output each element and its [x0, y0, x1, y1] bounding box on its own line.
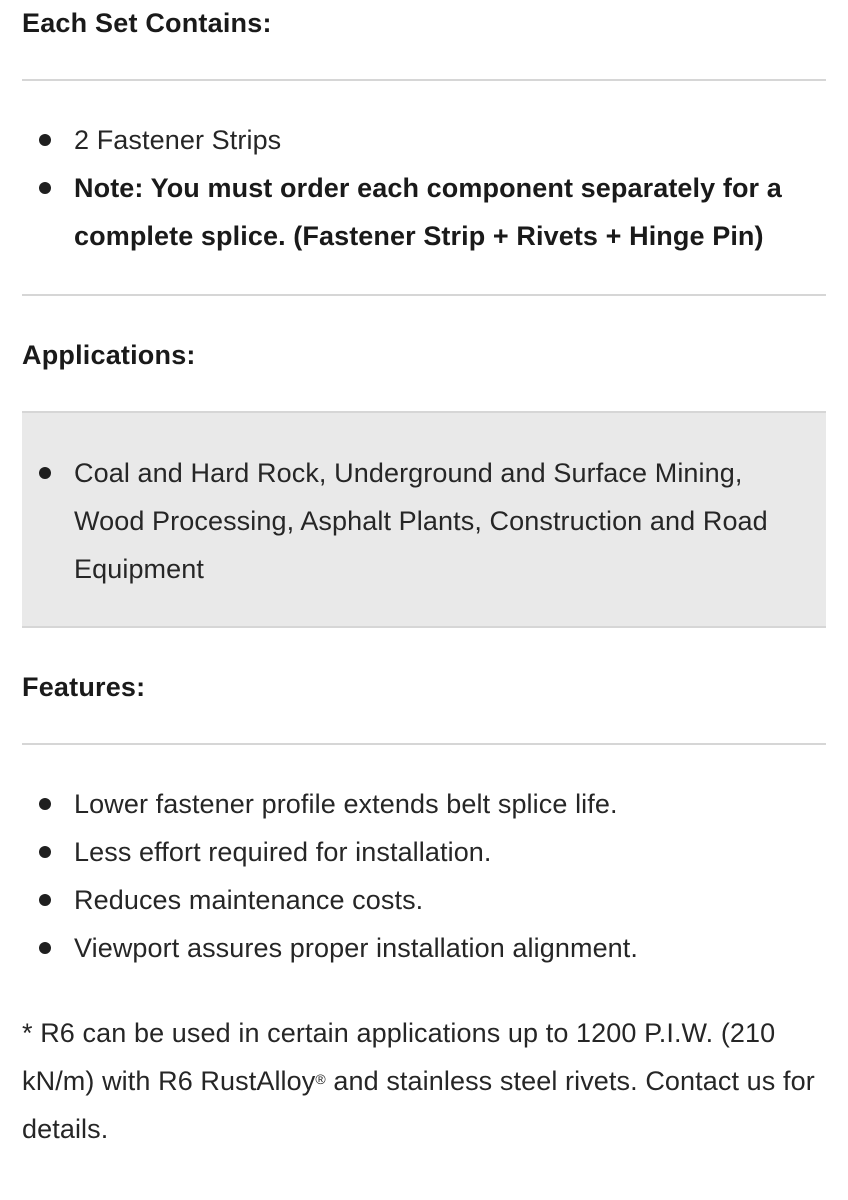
footnote-text-end: and stainless steel rivets. Contact us for details. [22, 1066, 815, 1144]
bullet-icon [39, 798, 51, 810]
list-item-text: Less effort required for installation. [74, 837, 492, 867]
list-item [22, 828, 822, 876]
bullet-icon [39, 134, 51, 146]
features-heading: Features: [22, 672, 146, 702]
footnote [22, 1009, 832, 1153]
list-item-text: Viewport assures proper installation alignment. [74, 933, 639, 963]
list-item-text: Note: You must order each component separately for a complete splice. (Fastener Strip + Rivets + Hinge Pin) [74, 173, 782, 251]
divider [22, 743, 826, 745]
list-item-text: 2 Fastener Strips [74, 125, 282, 155]
list-item [22, 924, 822, 972]
features-list [22, 780, 822, 972]
set-contents-list [22, 116, 822, 260]
list-item [22, 780, 822, 828]
divider [22, 294, 826, 296]
list-item [22, 116, 822, 164]
bullet-icon [39, 846, 51, 858]
list-item-text: Lower fastener profile extends belt splice life. [74, 789, 618, 819]
applications-heading: Applications: [22, 340, 196, 370]
bullet-icon [39, 942, 51, 954]
list-item [22, 876, 822, 924]
registered-mark: ® [315, 1071, 326, 1087]
bullet-icon [39, 182, 51, 194]
list-item-text: Coal and Hard Rock, Underground and Surface Mining, Wood Processing, Asphalt Plants, Construction and Road Equipment [74, 458, 768, 584]
divider [22, 79, 826, 81]
bullet-icon [39, 894, 51, 906]
list-item-note [22, 164, 822, 260]
bullet-icon [39, 467, 51, 479]
set-contents-heading: Each Set Contains: [22, 8, 272, 38]
list-item-text: Reduces maintenance costs. [74, 885, 424, 915]
divider [22, 626, 826, 628]
applications-list [22, 449, 797, 593]
footnote-text: * R6 can be used in certain applications up to 1200 P.I.W. (210 kN/m) with R6 RustAlloy [22, 1018, 776, 1096]
list-item [22, 449, 797, 593]
